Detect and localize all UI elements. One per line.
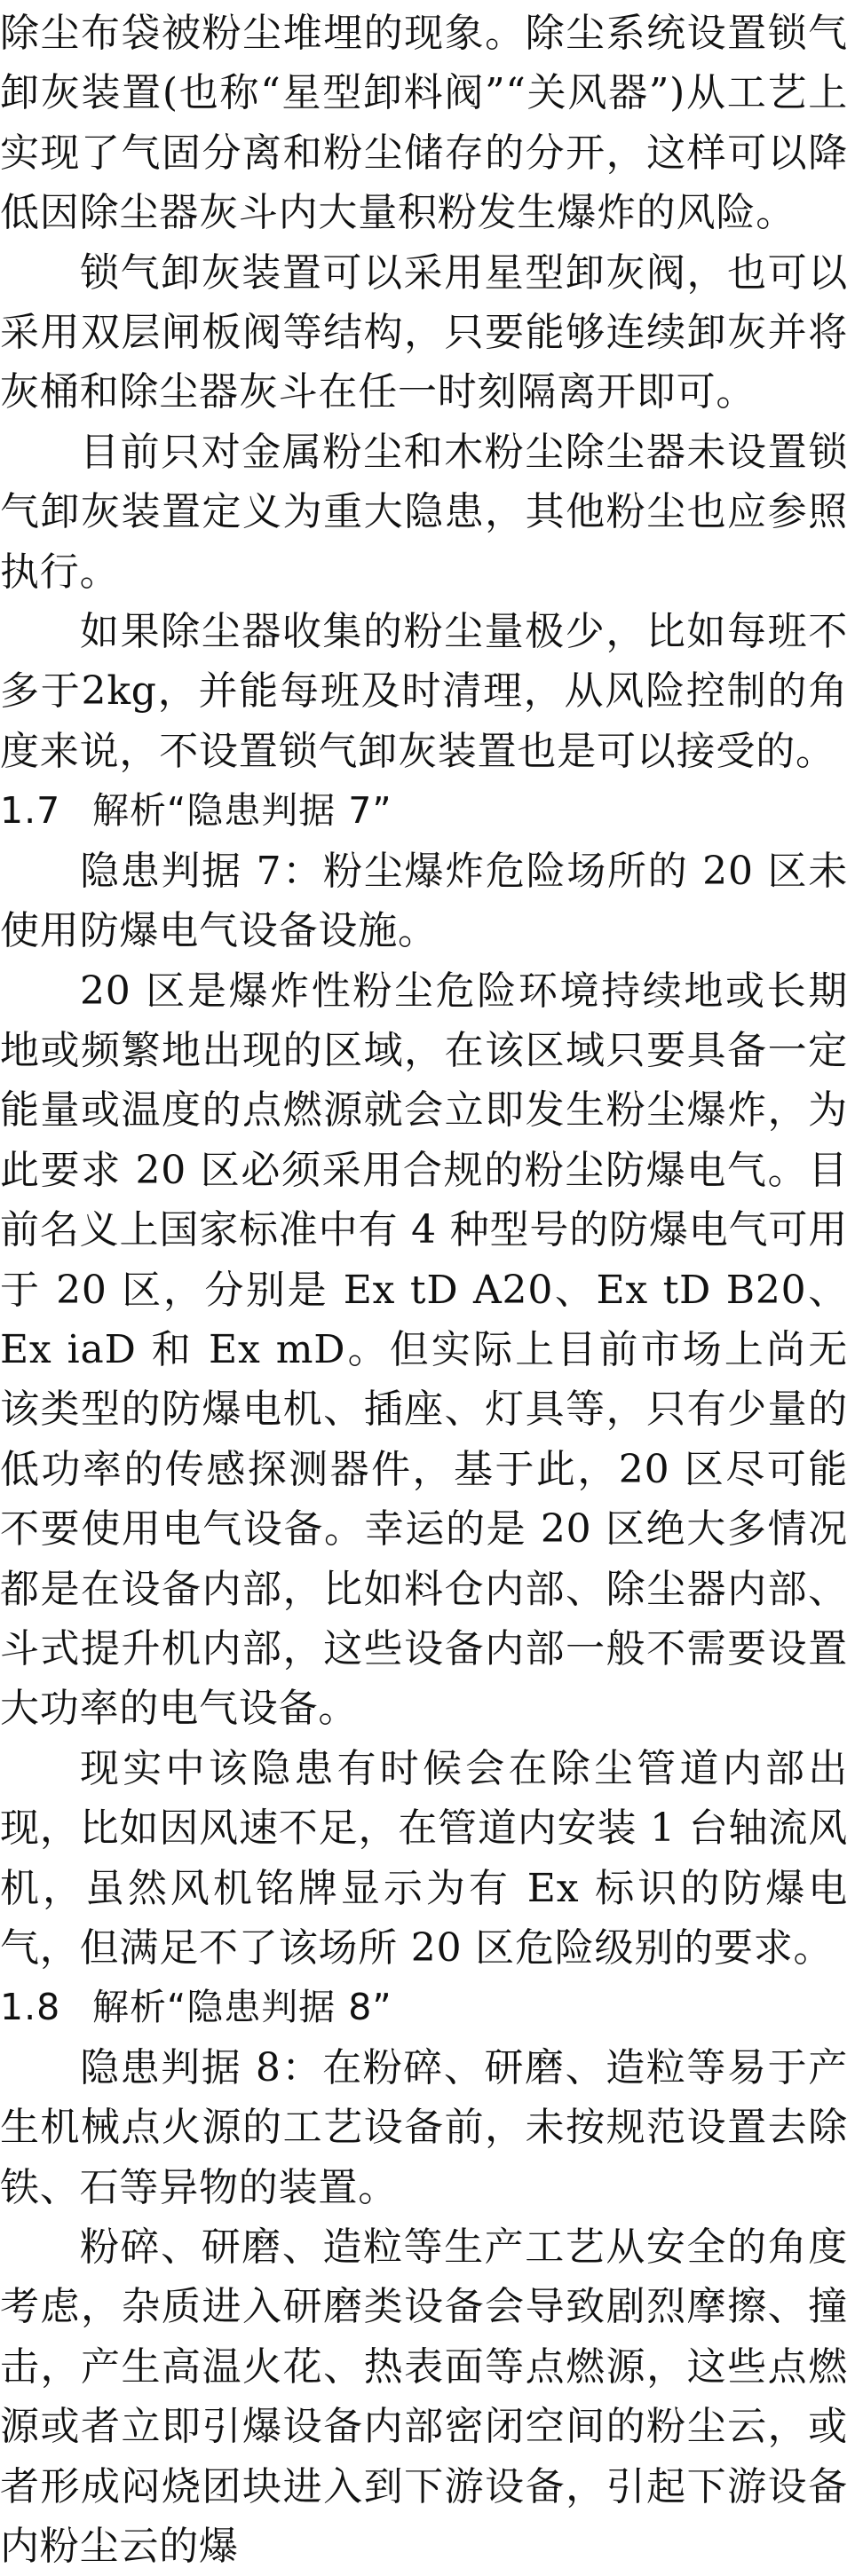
paragraph: 锁气卸灰装置可以采用星型卸灰阀，也可以采用双层闸板阀等结构，只要能够连续卸灰并将灰桶和除尘器灰斗在任一时刻隔离开即可。	[0, 249, 848, 415]
paragraph: 隐患判据 8：在粉碎、研磨、造粒等易于产生机械点火源的工艺设备前，未按规范设置去除铁、石等异物的装置。	[0, 2044, 848, 2210]
section-number: 1.8	[0, 1986, 61, 2029]
paragraph: 粉碎、研磨、造粒等生产工艺从安全的角度考虑，杂质进入研磨类设备会导致剧烈摩擦、撞击，产生高温火花、热表面等点燃源，这些点燃源或者立即引爆设备内部密闭空间的粉尘云，或者形成闷烧团块进入到下游设备，引起下游设备内粉尘云的爆	[0, 2224, 848, 2570]
paragraph: 隐患判据 7：粉尘爆炸危险场所的 20 区未使用防爆电气设备设施。	[0, 848, 848, 954]
section-number: 1.7	[0, 789, 61, 833]
paragraph: 如果除尘器收集的粉尘量极少，比如每班不多于2kg，并能每班及时清理，从风险控制的角度来说，不设置锁气卸灰装置也是可以接受的。	[0, 609, 848, 774]
section-heading	[0, 1978, 848, 2037]
section-title: 解析“隐患判据 7”	[92, 789, 392, 833]
paragraph: 目前只对金属粉尘和木粉尘除尘器未设置锁气卸灰装置定义为重大隐患，其他粉尘也应参照执行。	[0, 429, 848, 595]
paragraph: 除尘布袋被粉尘堆埋的现象。除尘系统设置锁气卸灰装置(也称“星型卸料阀”“关风器”)从工艺上实现了气固分离和粉尘储存的分开，这样可以降低因除尘器灰斗内大量积粉发生爆炸的风险。	[0, 11, 848, 236]
section-heading	[0, 781, 848, 841]
paragraph: 20 区是爆炸性粉尘危险环境持续地或长期地或频繁地出现的区域，在该区域只要具备一定能量或温度的点燃源就会立即发生粉尘爆炸，为此要求 20 区必须采用合规的粉尘防爆电气。目前名义上国家标准中有 4 种型号的防爆电气可用于 20 区，分别是 Ex tD A20、Ex tD B20、Ex iaD 和 Ex mD。但实际上目前市场上尚无该类型的防爆电机、插座、灯具等，只有少量的低功率的传感探测器件，基于此，20 区尽可能不要使用电气设备。幸运的是 20 区绝大多情况都是在设备内部，比如料仓内部、除尘器内部、斗式提升机内部，这些设备内部一般不需要设置大功率的电气设备。	[0, 968, 848, 1732]
paragraph: 现实中该隐患有时候会在除尘管道内部出现，比如因风速不足，在管道内安装 1 台轴流风机，虽然风机铭牌显示为有 Ex 标识的防爆电气，但满足不了该场所 20 区危险级别的要求。	[0, 1745, 848, 1971]
section-title: 解析“隐患判据 8”	[92, 1986, 392, 2029]
